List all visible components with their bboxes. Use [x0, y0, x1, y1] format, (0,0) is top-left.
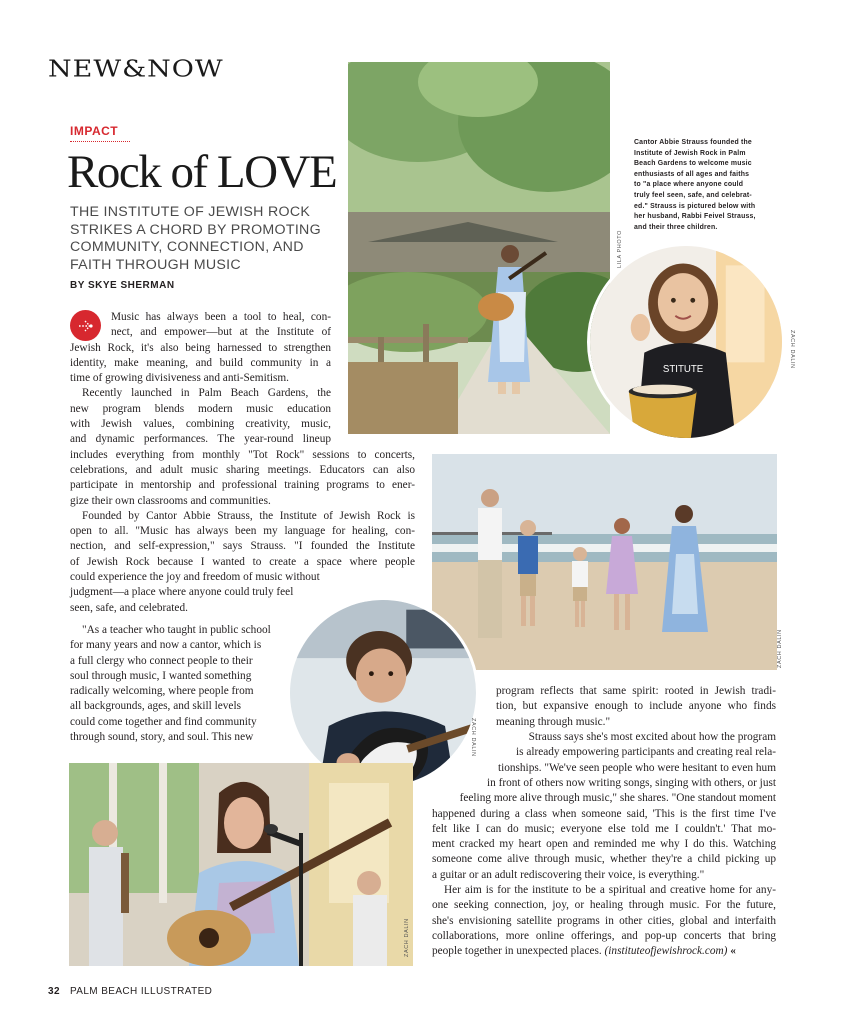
body-col1-bottom: "As a teacher who taught in public school for many years and now a cantor, which is a full clergy who connect people to their soul through music, I wanted something radically welcoming, where people from all backgrounds, ages, and skill levels could come together and find community through sound, story, and soul. This new: [70, 624, 271, 744]
photo-girl-drum: [587, 243, 785, 441]
photo-credit: ZACH DALIN: [777, 629, 783, 668]
body-col2-top: program reflects that same spirit: rooted in Jewish tradi- tion, but expansive enough to include anyone who finds meaning through music.": [496, 685, 776, 728]
end-mark: «: [730, 945, 736, 958]
photo-credit: ZACH DALIN: [789, 330, 795, 369]
byline: BY SKYE SHERMAN: [70, 280, 175, 291]
photo-caption: Cantor Abbie Strauss founded the Institute of Jewish Rock in Palm Beach Gardens to welcome music enthusiasts of all ages and faiths to "a place where anyone could truly feel seen, safe, and celebrat- ed." Strauss is pictured below with her husband, Rabbi Feivel Strauss, and their three children.: [634, 139, 756, 231]
masthead: NEW&NOW: [48, 56, 224, 83]
deck-line: COMMUNITY, CONNECTION, AND: [70, 239, 304, 255]
photo-credit: ZACH DALIN: [404, 918, 410, 957]
photo-credit: LILA PHOTO: [617, 230, 623, 268]
svg-text:STITUTE: STITUTE: [662, 364, 704, 376]
page-number: 32: [48, 986, 60, 997]
headline: Rock of LOVE: [67, 146, 337, 198]
deck-line: THE INSTITUTE OF JEWISH ROCK: [70, 204, 311, 220]
body-col2-bottom: happened during a class when someone said, 'This is the first time I've felt like I can do music; everyone else told me I couldn't.' That mo- ment cracked my heart open and reminded me why I do this. Watching someone come alive through music, whether they're a child picking up a guitar or an adult rediscovering their voice, is everything." Her aim is for the institute to be a spiritual and creative home for any- one seeking connection, joy, or healing through music. For the future, she's envisioning satellite programs in other cities, global and interfaith collaborations, more online offerings, and pop-up concerts that bring people together in unexpected places. (instituteofjewishrock.com) «: [432, 807, 776, 960]
photo-cantor-walking: [348, 62, 610, 434]
body-col1-top: Jewish Rock, it's also being harnessed to strengthen identity, make meaning, and build community in a time of growing divisiveness and anti-Semitism. Recently launched in Palm Beach Gardens, the new program blends modern music education with Jewish values, combining creativity, music, and dynamic performances. The year-round lineup: [70, 341, 331, 446]
photo-cantor-performing: [69, 763, 413, 966]
photo-credit: ZACH DALIN: [470, 718, 476, 757]
deck-line: STRIKES A CHORD BY PROMOTING: [70, 221, 321, 238]
page-footer: [48, 986, 212, 997]
section-divider: [70, 141, 130, 142]
website-link[interactable]: (instituteofjewishrock.com): [604, 945, 728, 958]
closing-line: people together in unexpected places. (instituteofjewishrock.com) «: [432, 945, 736, 958]
photo-family-beach: [432, 454, 777, 670]
body-wide: includes everything from monthly "Tot Rock" sessions to concerts, celebrations, and adult music sharing meetings. Educators can also participate in mentorship and professional training programs to ener- gize their own classrooms and communities. Founded by Cantor Abbie Strauss, the Institute of Jewish Rock is open to all. "Music has always been my language for healing, con- nection, and self-expression," says Strauss. "I founded the Institute of Jewish Rock because I wanted to create a space where people could experience the joy and freedom of music without judgment—a place where anyone could truly feel seen, safe, and celebrated.: [70, 448, 415, 614]
publication-name: PALM BEACH ILLUSTRATED: [69, 986, 213, 997]
deck: [70, 204, 345, 274]
body-col2-wrap: Strauss says she's most excited about how the program is already empowering participants and creating real rela- tionships. "We've seen people who were hesitant to even hum in front of others now writing songs, singing with others, or just feeling more alive through music," she shares. "One standout moment: [459, 731, 776, 805]
deck-line: FAITH THROUGH MUSIC: [70, 256, 241, 273]
photo-boy-guitar: [287, 597, 479, 789]
body-col1-intro: Music has always been a tool to heal, con- nect, and empower—but at the Institute of: [111, 311, 331, 339]
article-start-icon: [70, 310, 101, 341]
section-label: IMPACT: [70, 124, 119, 138]
